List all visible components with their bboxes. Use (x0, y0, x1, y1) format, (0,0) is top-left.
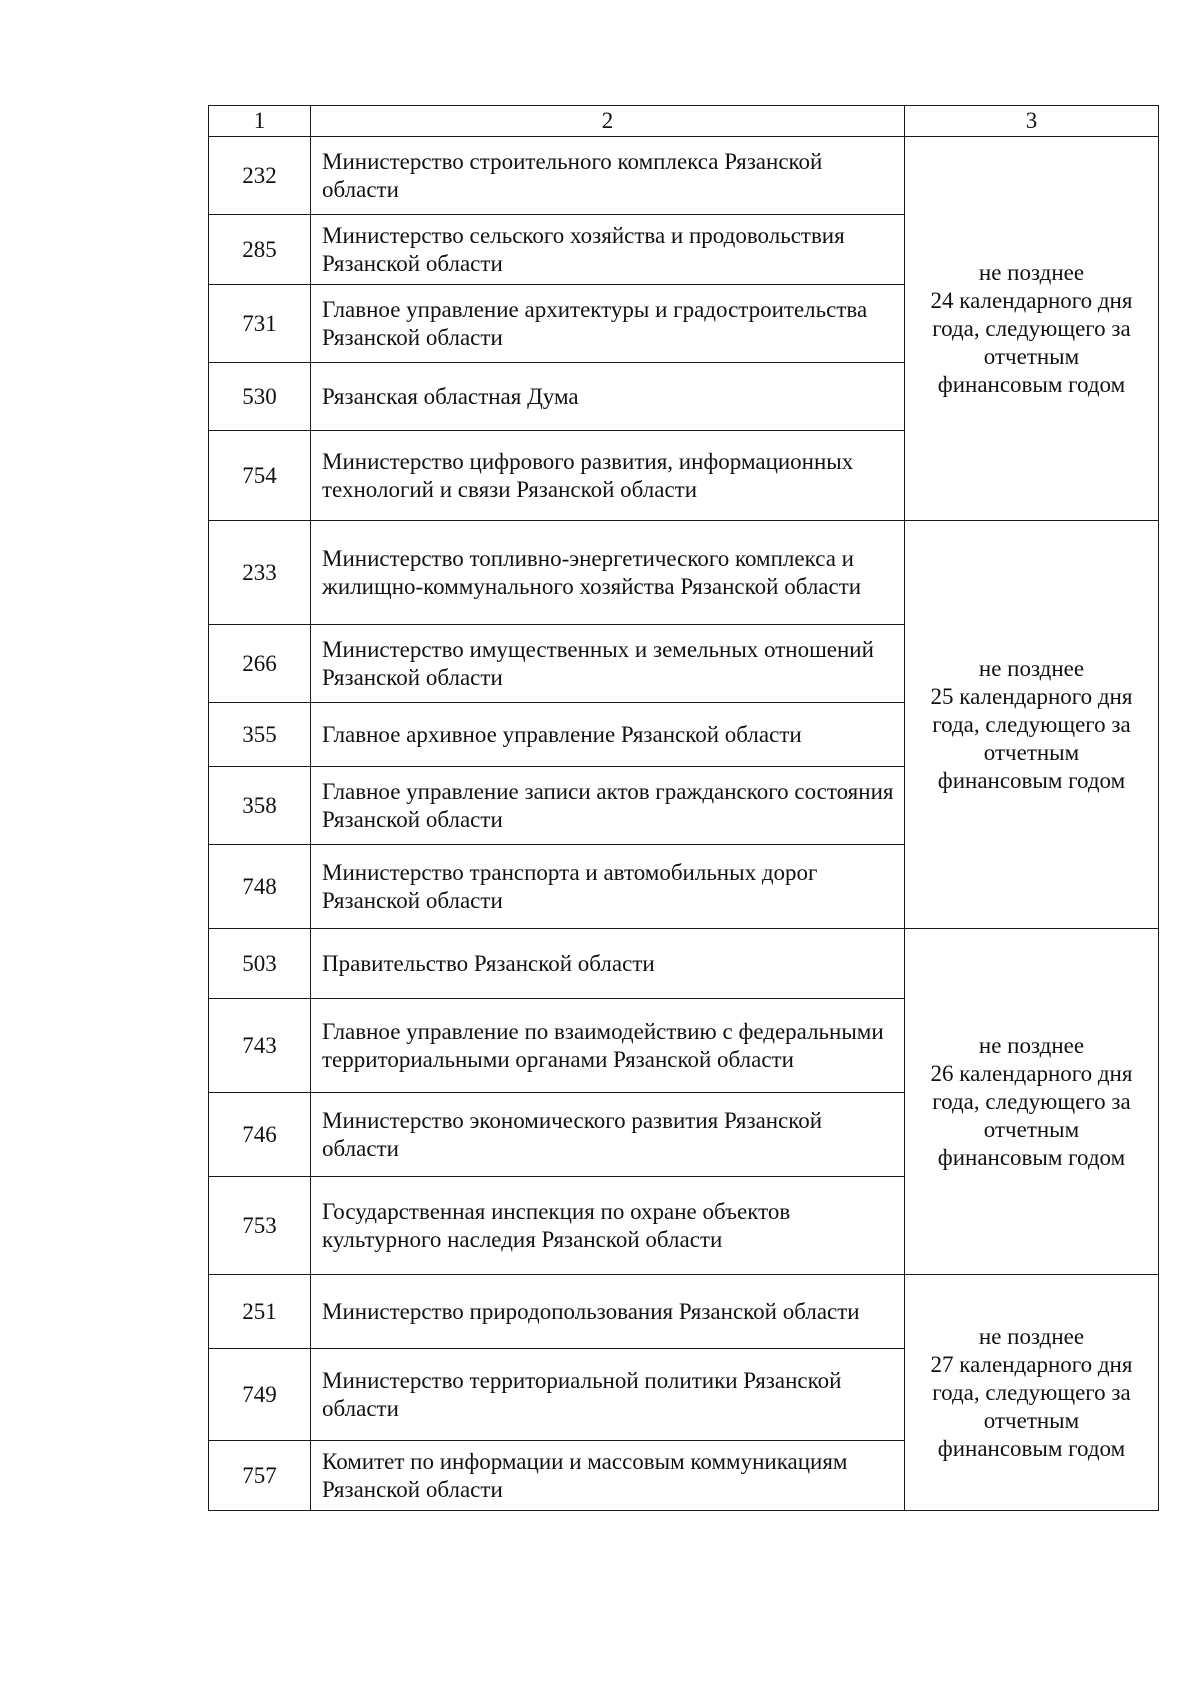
deadline-cell (905, 137, 1159, 521)
deadline-line: года, следующего за (932, 711, 1131, 737)
code-cell: 355 (209, 703, 311, 767)
header-cell-col-2: 2 (311, 106, 905, 137)
code-cell: 251 (209, 1275, 311, 1349)
organization-name-cell: Главное управление по взаимодействию с федеральными территориальными органами Рязанской области (311, 999, 905, 1093)
deadline-cell (905, 1275, 1159, 1511)
table-body (209, 106, 1159, 1511)
deadline-line: 24 календарного дня (930, 287, 1133, 313)
header-cell-col-1: 1 (209, 106, 311, 137)
deadline-line: финансовым годом (937, 767, 1126, 793)
organization-name-cell: Рязанская областная Дума (311, 363, 905, 431)
deadline-line: года, следующего за (932, 315, 1131, 341)
organization-name-cell: Министерство топливно-энергетического комплекса и жилищно-коммунального хозяйства Рязанской области (311, 521, 905, 625)
organization-name-cell: Правительство Рязанской области (311, 929, 905, 999)
deadline-line: финансовым годом (937, 1144, 1126, 1170)
deadline-line: финансовым годом (937, 371, 1126, 397)
deadline-cell (905, 929, 1159, 1275)
deadline-line: не позднее (978, 655, 1085, 681)
organization-name-cell: Главное управление записи актов гражданского состояния Рязанской области (311, 767, 905, 845)
deadline-cell (905, 521, 1159, 929)
table-row (209, 521, 1159, 625)
code-cell: 233 (209, 521, 311, 625)
organization-name-cell: Министерство сельского хозяйства и продовольствия Рязанской области (311, 215, 905, 285)
deadline-line: финансовым годом (937, 1435, 1126, 1461)
code-cell: 285 (209, 215, 311, 285)
organization-name-cell: Комитет по информации и массовым коммуникациям Рязанской области (311, 1441, 905, 1511)
organization-name-cell: Министерство строительного комплекса Рязанской области (311, 137, 905, 215)
code-cell: 754 (209, 431, 311, 521)
organization-name-cell: Министерство цифрового развития, информационных технологий и связи Рязанской области (311, 431, 905, 521)
deadline-line: отчетным (983, 1116, 1080, 1142)
header-cell-col-3: 3 (905, 106, 1159, 137)
code-cell: 266 (209, 625, 311, 703)
header-row (209, 106, 1159, 137)
organization-name-cell: Министерство экономического развития Рязанской области (311, 1093, 905, 1177)
organization-name-cell: Министерство транспорта и автомобильных дорог Рязанской области (311, 845, 905, 929)
deadline-line: отчетным (983, 1407, 1080, 1433)
code-cell: 746 (209, 1093, 311, 1177)
deadline-line: не позднее (978, 1032, 1085, 1058)
code-cell: 731 (209, 285, 311, 363)
organization-name-cell: Главное архивное управление Рязанской области (311, 703, 905, 767)
deadline-line: 27 календарного дня (930, 1351, 1133, 1377)
organization-name-cell: Министерство территориальной политики Рязанской области (311, 1349, 905, 1441)
deadline-table (208, 105, 1159, 1511)
deadline-line: не позднее (978, 1323, 1085, 1349)
code-cell: 757 (209, 1441, 311, 1511)
deadline-line: года, следующего за (932, 1379, 1131, 1405)
code-cell: 753 (209, 1177, 311, 1275)
code-cell: 232 (209, 137, 311, 215)
deadline-line: отчетным (983, 343, 1080, 369)
table-row (209, 1275, 1159, 1349)
code-cell: 503 (209, 929, 311, 999)
deadline-line: 26 календарного дня (930, 1060, 1133, 1086)
deadline-line: не позднее (978, 259, 1085, 285)
code-cell: 358 (209, 767, 311, 845)
organization-name-cell: Министерство имущественных и земельных отношений Рязанской области (311, 625, 905, 703)
deadline-line: года, следующего за (932, 1088, 1131, 1114)
organization-name-cell: Министерство природопользования Рязанской области (311, 1275, 905, 1349)
organization-name-cell: Государственная инспекция по охране объектов культурного наследия Рязанской области (311, 1177, 905, 1275)
table-row (209, 929, 1159, 999)
deadline-line: 25 календарного дня (930, 683, 1133, 709)
table-row (209, 137, 1159, 215)
code-cell: 743 (209, 999, 311, 1093)
code-cell: 749 (209, 1349, 311, 1441)
organization-name-cell: Главное управление архитектуры и градостроительства Рязанской области (311, 285, 905, 363)
code-cell: 748 (209, 845, 311, 929)
code-cell: 530 (209, 363, 311, 431)
deadline-line: отчетным (983, 739, 1080, 765)
